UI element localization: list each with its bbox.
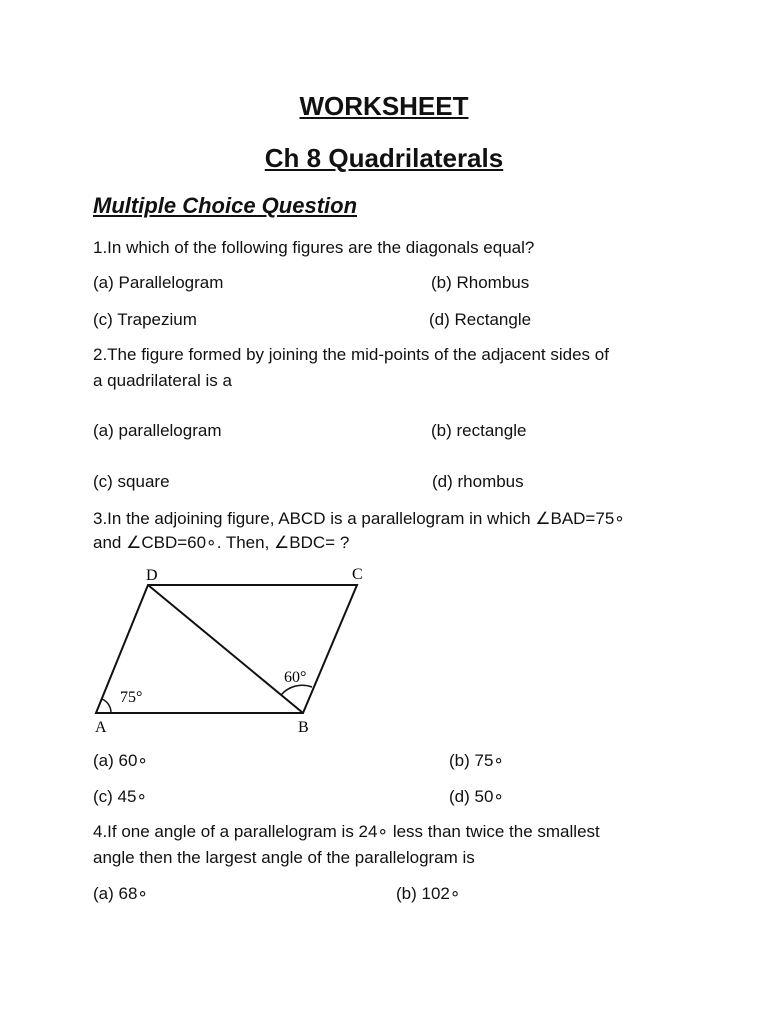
- question-1-option-b: (b) Rhombus: [431, 273, 530, 292]
- question-3-text-line-1: 3.In the adjoining figure, ABCD is a parallelogram in which ∠BAD=75∘: [93, 509, 625, 528]
- question-1-option-c: (c) Trapezium: [93, 310, 197, 329]
- question-4-text-line-2: angle then the largest angle of the parallelogram is: [93, 848, 475, 867]
- question-3-option-b: (b) 75∘: [449, 751, 505, 770]
- question-3-text-line-2: and ∠CBD=60∘. Then, ∠BDC= ?: [93, 533, 350, 552]
- question-1-text: 1.In which of the following figures are the diagonals equal?: [93, 238, 535, 257]
- question-2-text-line-1: 2.The figure formed by joining the mid-points of the adjacent sides of: [93, 345, 609, 364]
- vertex-label-b: B: [298, 719, 309, 736]
- parallelogram-figure: [90, 563, 365, 738]
- angle-a-label: 75°: [120, 689, 143, 706]
- question-1-option-d: (d) Rectangle: [429, 310, 532, 329]
- worksheet-title: WORKSHEET: [299, 91, 469, 121]
- question-2-option-c: (c) square: [93, 472, 170, 491]
- question-4-option-b: (b) 102∘: [396, 884, 461, 903]
- question-3-option-a: (a) 60∘: [93, 751, 149, 770]
- vertex-label-c: C: [352, 566, 363, 583]
- angle-a-arc: [102, 699, 111, 713]
- vertex-label-d: D: [146, 567, 158, 584]
- question-2-option-d: (d) rhombus: [432, 472, 524, 491]
- question-2-text-line-2: a quadrilateral is a: [93, 371, 232, 390]
- question-4-option-a: (a) 68∘: [93, 884, 149, 903]
- vertex-label-a: A: [95, 719, 107, 736]
- question-1-option-a: (a) Parallelogram: [93, 273, 224, 292]
- diagonal-bd: [148, 585, 303, 713]
- question-2-option-a: (a) parallelogram: [93, 421, 222, 440]
- angle-b-arc: [281, 685, 312, 695]
- chapter-title: Ch 8 Quadrilaterals: [264, 143, 504, 173]
- question-3-option-c: (c) 45∘: [93, 787, 148, 806]
- question-2-option-b: (b) rectangle: [431, 421, 527, 440]
- section-heading: Multiple Choice Question: [93, 193, 358, 218]
- angle-b-label: 60°: [284, 669, 307, 686]
- question-4-text-line-1: 4.If one angle of a parallelogram is 24∘ less than twice the smallest: [93, 822, 600, 841]
- question-3-option-d: (d) 50∘: [449, 787, 505, 806]
